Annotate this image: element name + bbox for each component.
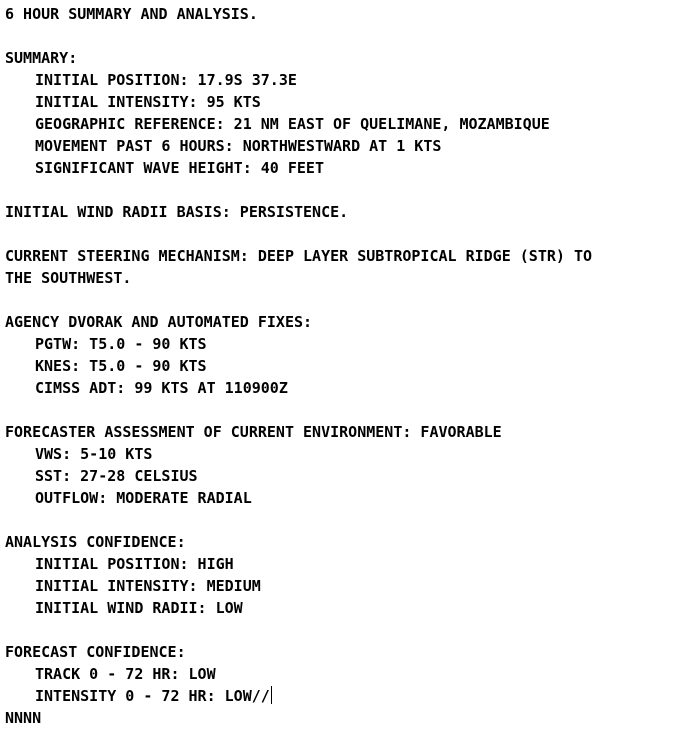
- fix-knes: KNES: T5.0 - 90 KTS: [35, 357, 207, 375]
- summary-wave-height: SIGNIFICANT WAVE HEIGHT: 40 FEET: [35, 159, 324, 177]
- environment-outflow: OUTFLOW: MODERATE RADIAL: [35, 489, 252, 507]
- bulletin-text[interactable]: [5, 3, 592, 729]
- blank-line: [5, 619, 592, 641]
- summary-initial-position: INITIAL POSITION: 17.9S 37.3E: [35, 71, 297, 89]
- fix-pgtw: PGTW: T5.0 - 90 KTS: [35, 335, 207, 353]
- wind-radii-line: INITIAL WIND RADII BASIS: PERSISTENCE.: [5, 203, 349, 221]
- blank-line: [5, 399, 592, 421]
- fix-cimss-adt: CIMSS ADT: 99 KTS AT 110900Z: [35, 379, 288, 397]
- analysis-confidence-position: INITIAL POSITION: HIGH: [35, 555, 234, 573]
- analysis-confidence-heading: ANALYSIS CONFIDENCE:: [5, 533, 186, 551]
- summary-initial-intensity: INITIAL INTENSITY: 95 KTS: [35, 93, 261, 111]
- forecast-confidence-intensity: INTENSITY 0 - 72 HR: LOW//: [35, 687, 270, 705]
- forecast-confidence-heading: FORECAST CONFIDENCE:: [5, 643, 186, 661]
- blank-line: [5, 179, 592, 201]
- blank-line: [5, 509, 592, 531]
- title-line: 6 HOUR SUMMARY AND ANALYSIS.: [5, 5, 258, 23]
- steering-line-2: THE SOUTHWEST.: [5, 269, 132, 287]
- blank-line: [5, 223, 592, 245]
- blank-line: [5, 25, 592, 47]
- fixes-heading: AGENCY DVORAK AND AUTOMATED FIXES:: [5, 313, 313, 331]
- forecast-confidence-track: TRACK 0 - 72 HR: LOW: [35, 665, 216, 683]
- steering-line-1: CURRENT STEERING MECHANISM: DEEP LAYER SUBTROPICAL RIDGE (STR) TO: [5, 247, 592, 265]
- blank-line: [5, 289, 592, 311]
- text-cursor: [271, 686, 272, 704]
- end-marker: NNNN: [5, 709, 42, 727]
- summary-heading: SUMMARY:: [5, 49, 78, 67]
- environment-vws: VWS: 5-10 KTS: [35, 445, 153, 463]
- analysis-confidence-wind-radii: INITIAL WIND RADII: LOW: [35, 599, 243, 617]
- environment-heading: FORECASTER ASSESSMENT OF CURRENT ENVIRONMENT: FAVORABLE: [5, 423, 502, 441]
- forecast-confidence-intensity-row: [5, 685, 592, 707]
- summary-movement: MOVEMENT PAST 6 HOURS: NORTHWESTWARD AT 1 KTS: [35, 137, 442, 155]
- analysis-confidence-intensity: INITIAL INTENSITY: MEDIUM: [35, 577, 261, 595]
- summary-geographic-reference: GEOGRAPHIC REFERENCE: 21 NM EAST OF QUELIMANE, MOZAMBIQUE: [35, 115, 550, 133]
- environment-sst: SST: 27-28 CELSIUS: [35, 467, 198, 485]
